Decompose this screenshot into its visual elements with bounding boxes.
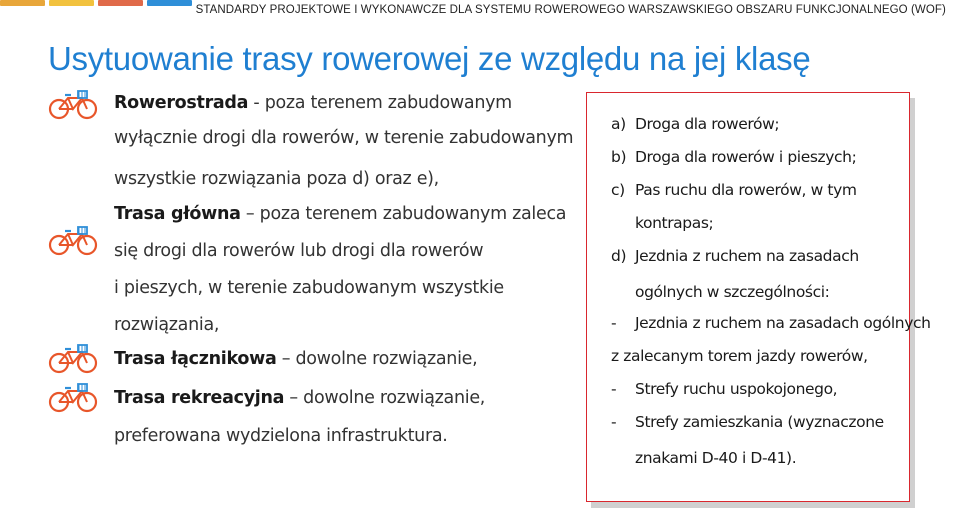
list-marker: c) [611,181,625,199]
dash-text: Strefy zamieszkania (wyznaczone [635,413,884,431]
list-item-b [611,148,856,166]
list-text: Jezdnia z ruchem na zasadach [635,247,859,265]
list-marker: b) [611,148,627,166]
text-line: preferowana wydzielona infrastruktura. [114,426,448,446]
header-color-bars [0,0,192,6]
text-line: rozwiązania, [114,315,220,335]
dash-item-1 [611,314,931,332]
dash-item-3-cont: znakami D-40 i D-41). [635,449,797,467]
rowerostrada-desc: - poza terenem zabudowanym [248,93,512,113]
text-line: wyłącznie drogi dla rowerów, w terenie zabudowanym [114,128,574,148]
bicycle-icon [48,226,98,256]
dash-item-3 [611,413,884,431]
dash-marker: - [611,380,617,398]
list-item-d-cont: ogólnych w szczególności: [635,283,830,301]
list-text: Droga dla rowerów; [635,115,780,133]
dash-item-1-cont: z zalecanym torem jazdy rowerów, [611,347,868,365]
text-line: się drogi dla rowerów lub drogi dla rowerów [114,241,484,261]
list-text: Droga dla rowerów i pieszych; [635,148,857,166]
list-item-c [611,181,857,199]
dash-marker: - [611,413,617,431]
dash-text: Strefy ruchu uspokojonego, [635,380,838,398]
bicycle-icon [48,344,98,374]
rekreacyjna-desc: – dowolne rozwiązanie, [284,388,486,408]
text-line: i pieszych, w terenie zabudowanym wszystkie [114,278,504,298]
dash-text: Jezdnia z ruchem na zasadach ogólnych [635,314,931,332]
bar-yellow [49,0,94,6]
glowna-term: Trasa główna [114,204,241,224]
list-text: Pas ruchu dla rowerów, w tym [635,181,857,199]
glowna-desc: – poza terenem zabudowanym zaleca [240,204,567,224]
lacznikowa-desc: – dowolne rozwiązanie, [276,349,478,369]
bar-orange [0,0,45,6]
bicycle-icon [48,383,98,413]
list-item-c-cont: kontrapas; [635,214,714,232]
bicycle-icon [48,90,98,120]
bar-blue [147,0,192,6]
document-header: STANDARDY PROJEKTOWE I WYKONAWCZE DLA SYSTEMU ROWEROWEGO WARSZAWSKIEGO OBSZARU FUNKCJONALNEGO (WOF) [195,4,946,16]
rowerostrada-line [114,93,512,113]
list-marker: d) [611,247,627,265]
list-marker: a) [611,115,626,133]
bar-red [98,0,143,6]
list-item-d [611,247,859,265]
list-item-a [611,115,779,133]
lacznikowa-term: Trasa łącznikowa [114,349,277,369]
text-line: wszystkie rozwiązania poza d) oraz e), [114,169,439,189]
rowerostrada-term: Rowerostrada [114,93,249,113]
glowna-line [114,204,566,224]
page-title: Usytuowanie trasy rowerowej ze względu na jej klasę [48,40,811,77]
infrastructure-types-box [586,92,931,502]
lacznikowa-line [114,349,477,369]
rekreacyjna-line [114,388,485,408]
dash-item-2 [611,380,837,398]
dash-marker: - [611,314,617,332]
rekreacyjna-term: Trasa rekreacyjna [114,388,285,408]
